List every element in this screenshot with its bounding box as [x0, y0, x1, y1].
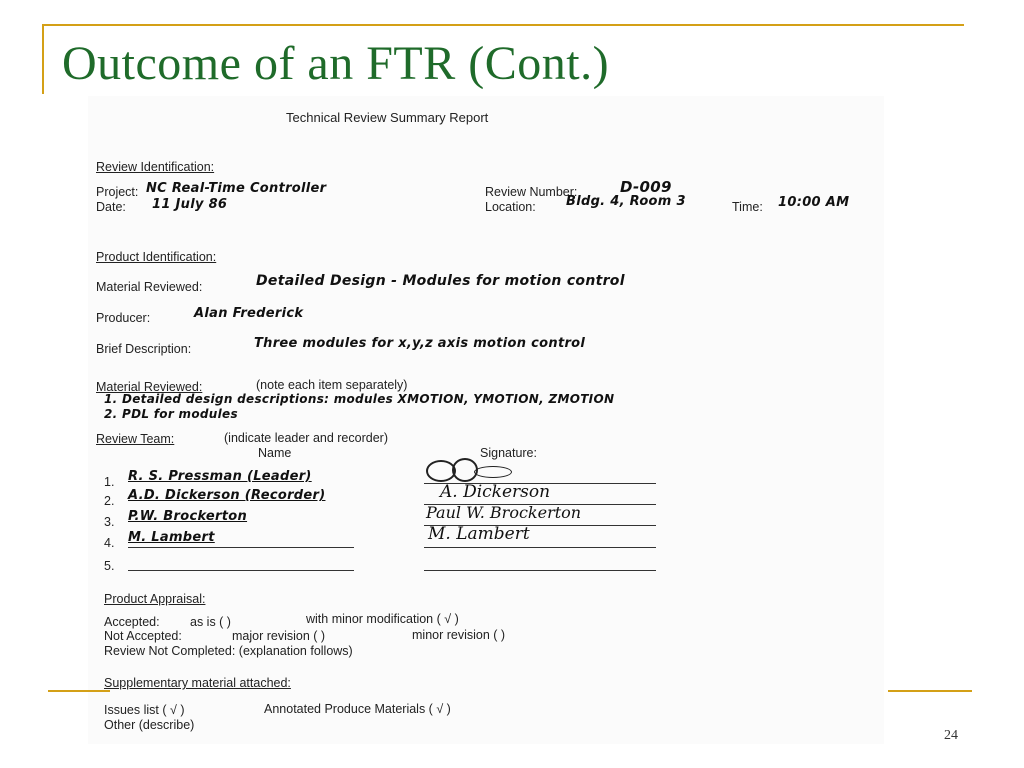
- signature-line: [424, 547, 656, 548]
- name-column-header: Name: [258, 446, 292, 460]
- team-member-name: M. Lambert: [128, 530, 215, 545]
- producer-value: Alan Frederick: [194, 306, 304, 321]
- product-identification-heading: Product Identification:: [96, 250, 217, 264]
- review-summary-form: [88, 96, 884, 744]
- not-accepted-label: Not Accepted:: [104, 629, 182, 643]
- minor-revision: minor revision ( ): [412, 628, 506, 642]
- name-line: [128, 570, 354, 571]
- form-title: Technical Review Summary Report: [286, 110, 489, 125]
- team-row-number: 1.: [104, 475, 115, 489]
- project-label: Project:: [96, 185, 139, 199]
- signature-line: [424, 570, 656, 571]
- slide-title: Outcome of an FTR (Cont.): [62, 37, 610, 90]
- team-member-signature: Paul W. Brockerton: [426, 503, 582, 522]
- material-list-heading: Material Reviewed:: [96, 380, 203, 394]
- review-number-value: D-009: [620, 178, 672, 196]
- slide-top-rule: [42, 24, 964, 26]
- review-number-label: Review Number:: [485, 185, 578, 199]
- page-number: 24: [944, 728, 958, 743]
- team-member-name: R. S. Pressman (Leader): [128, 469, 312, 484]
- slide-bottom-rule-left: [48, 690, 110, 692]
- slide-bottom-rule-right: [888, 690, 972, 692]
- producer-label: Producer:: [96, 311, 151, 325]
- team-member-name: P.W. Brockerton: [128, 509, 248, 524]
- material-item-2: 2. PDL for modules: [104, 407, 238, 421]
- accepted-label: Accepted:: [104, 615, 160, 629]
- material-item-1: 1. Detailed design descriptions: modules XMOTION, YMOTION, ZMOTION: [104, 392, 615, 406]
- accepted-minor-modification: with minor modification ( √ ): [306, 612, 459, 626]
- material-reviewed-value: Detailed Design - Modules for motion control: [256, 273, 625, 289]
- team-row-number: 3.: [104, 515, 115, 529]
- supplementary-heading: Supplementary material attached:: [104, 676, 291, 690]
- team-row-number: 2.: [104, 494, 115, 508]
- team-member-signature: M. Lambert: [428, 524, 530, 544]
- review-identification-heading: Review Identification:: [96, 160, 215, 174]
- review-team-note: (indicate leader and recorder): [224, 431, 388, 445]
- slide-left-rule: [42, 24, 44, 94]
- product-appraisal-heading: Product Appraisal:: [104, 592, 206, 606]
- team-member-name: A.D. Dickerson (Recorder): [128, 488, 326, 503]
- time-value: 10:00 AM: [778, 195, 850, 210]
- brief-description-value: Three modules for x,y,z axis motion control: [254, 336, 586, 351]
- date-label: Date:: [96, 200, 126, 214]
- signature-column-header: Signature:: [480, 446, 537, 460]
- issues-list: Issues list ( √ ): [104, 703, 185, 717]
- material-reviewed-label: Material Reviewed:: [96, 280, 203, 294]
- team-row-number: 4.: [104, 536, 115, 550]
- time-label: Time:: [732, 200, 763, 214]
- team-row-number: 5.: [104, 559, 115, 573]
- team-member-signature: A. Dickerson: [440, 482, 551, 502]
- review-team-heading: Review Team:: [96, 432, 175, 446]
- project-value: NC Real-Time Controller: [146, 181, 327, 196]
- location-value: Bldg. 4, Room 3: [566, 194, 686, 209]
- date-value: 11 July 86: [152, 197, 228, 212]
- signature-scribble: [474, 466, 512, 478]
- major-revision: major revision ( ): [232, 629, 326, 643]
- review-not-completed: Review Not Completed: (explanation follows): [104, 644, 353, 658]
- name-line: [128, 547, 354, 548]
- location-label: Location:: [485, 200, 536, 214]
- annotated-materials: Annotated Produce Materials ( √ ): [264, 702, 451, 716]
- accepted-as-is: as is ( ): [190, 615, 231, 629]
- brief-description-label: Brief Description:: [96, 342, 192, 356]
- material-list-note: (note each item separately): [256, 378, 408, 392]
- other-describe: Other (describe): [104, 718, 195, 732]
